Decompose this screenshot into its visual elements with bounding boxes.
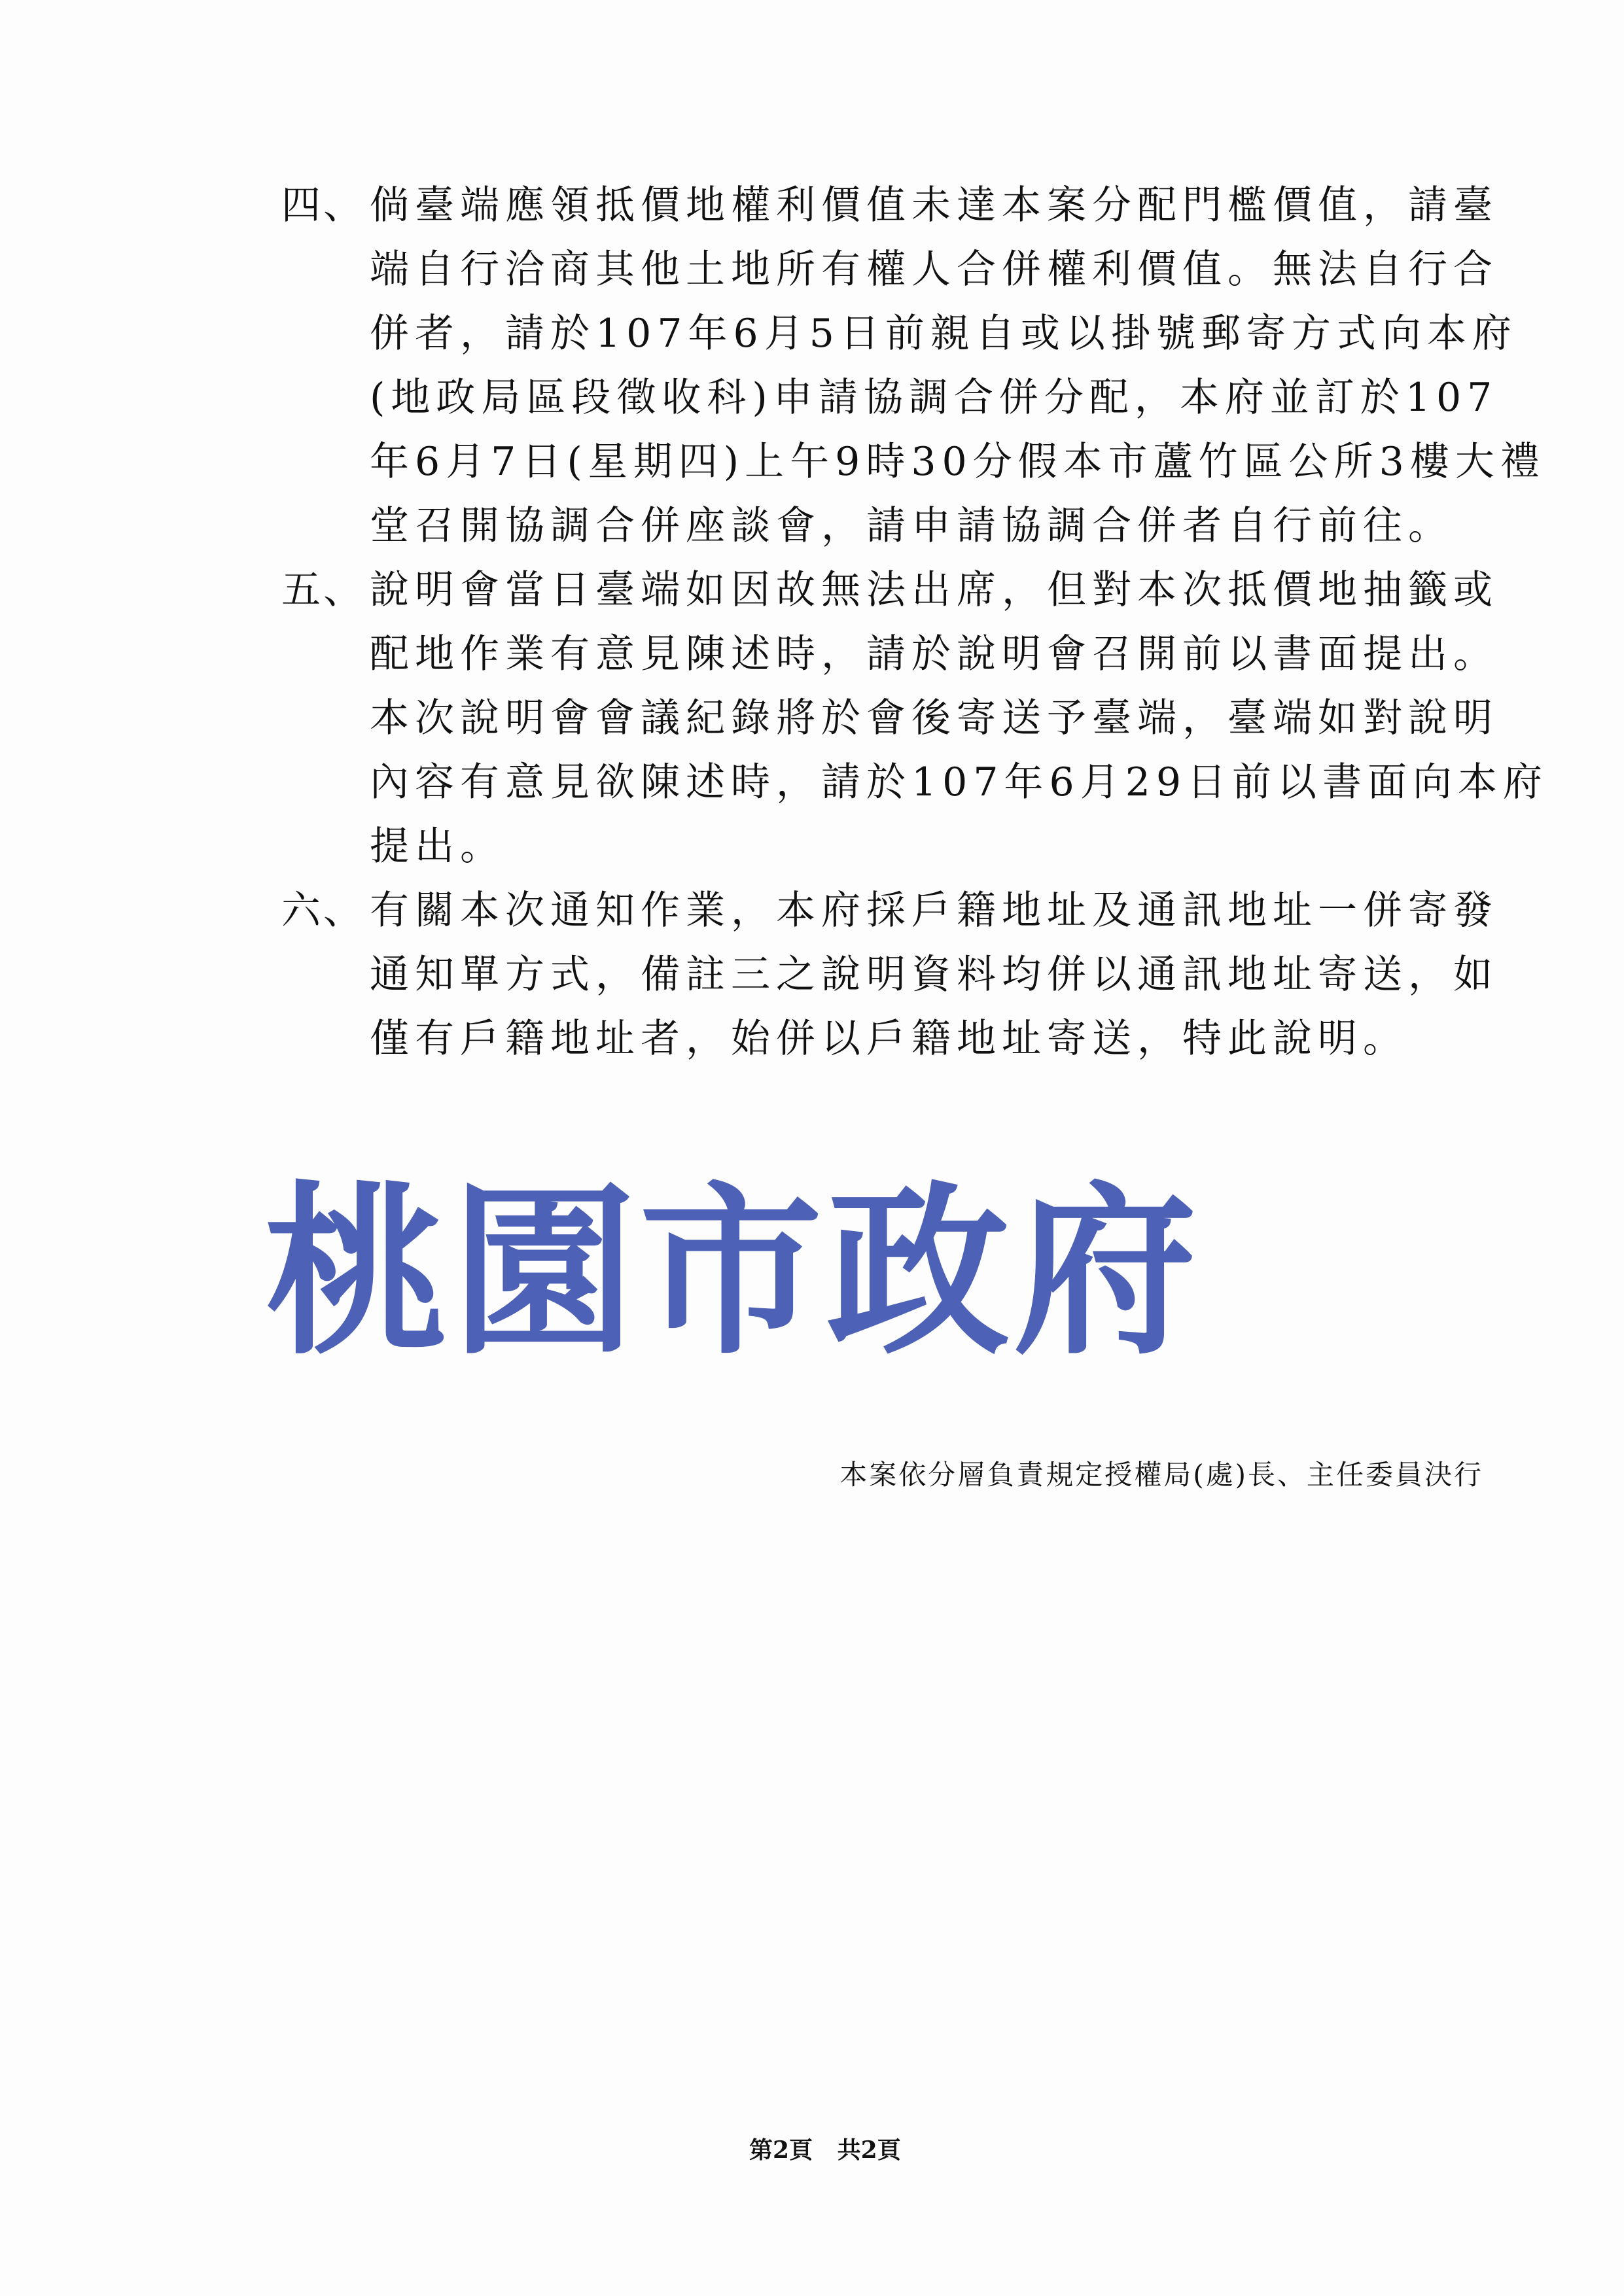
government-seal-stamp: 桃園市政府 xyxy=(265,1164,1201,1380)
item-line: 本次說明會會議紀錄將於會後寄送予臺端，臺端如對說明 xyxy=(370,695,1498,741)
item-line: 堂召開協調合併座談會，請申請協調合併者自行前往。 xyxy=(370,503,1453,549)
notice-items xyxy=(281,173,1549,1071)
notice-item-6 xyxy=(281,878,1498,1071)
item-line: 內容有意見欲陳述時，請於107年6月29日前以書面向本府 xyxy=(370,759,1549,805)
item-number: 四、 xyxy=(281,183,365,228)
item-number: 六、 xyxy=(281,888,365,933)
item-line: 說明會當日臺端如因故無法出席，但對本次抵價地抽籤或 xyxy=(370,567,1498,613)
item-line: 提出。 xyxy=(370,824,505,869)
item-line: 端自行洽商其他土地所有權人合併權利價值。無法自行合 xyxy=(370,247,1498,292)
notice-item-5 xyxy=(281,558,1549,878)
item-line: 倘臺端應領抵價地權利價值未達本案分配門檻價值，請臺 xyxy=(370,183,1498,228)
item-line: 併者，請於107年6月5日前親自或以掛號郵寄方式向本府 xyxy=(370,311,1517,357)
item-line: 年6月7日(星期四)上午9時30分假本市蘆竹區公所3樓大禮 xyxy=(370,439,1545,485)
page-number: 第2頁 共2頁 xyxy=(749,2136,901,2164)
item-number: 五、 xyxy=(281,567,365,613)
delegation-note: 本案依分層負責規定授權局(處)長、主任委員決行 xyxy=(839,1459,1483,1491)
notice-item-4 xyxy=(281,173,1545,558)
item-line: 通知單方式，備註三之說明資料均併以通訊地址寄送，如 xyxy=(370,952,1498,998)
item-line: 有關本次通知作業，本府採戶籍地址及通訊地址一併寄發 xyxy=(370,888,1498,933)
item-line: (地政局區段徵收科)申請協調合併分配，本府並訂於107 xyxy=(370,375,1498,421)
item-line: 僅有戶籍地址者，始併以戶籍地址寄送，特此說明。 xyxy=(370,1016,1408,1062)
item-line: 配地作業有意見陳述時，請於說明會召開前以書面提出。 xyxy=(370,631,1498,677)
